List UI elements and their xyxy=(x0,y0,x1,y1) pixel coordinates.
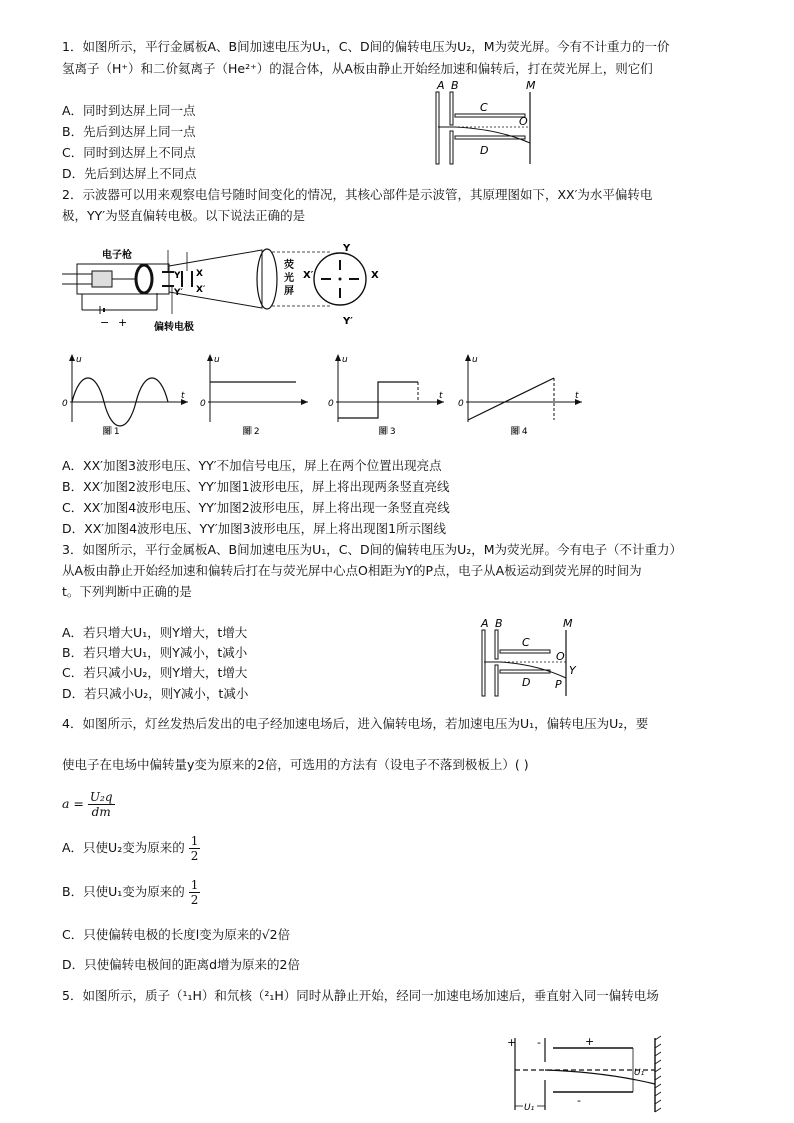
q2-anode xyxy=(136,265,152,293)
q1-plate-b-top xyxy=(450,92,453,125)
q4-option-a-den: 2 xyxy=(190,849,199,863)
q2-wave1-label: 图 1 xyxy=(102,427,120,437)
q1-stem-line2: 氢离子（H⁺）和二价氦离子（He²⁺）的混合体，从A板由静止开始经加速和偏转后，打在荧光屏上，则它们 xyxy=(62,61,653,76)
q2-plus-label: + xyxy=(118,316,128,329)
q1-stem-line1: 1．如图所示，平行金属板A、B间加速电压为U₁，C、D间的偏转电压为U₂，M为荧光屏。今有不计重力的一价 xyxy=(62,39,670,54)
q2-minus-label: − xyxy=(100,316,110,329)
q2-wave3-zero: 0 xyxy=(328,399,334,409)
q3-label-y: Y xyxy=(569,664,576,677)
q3-option-d: D．若只减小U₂，则Y减小，t减小 xyxy=(62,686,249,701)
q3-label-c: C xyxy=(522,636,530,649)
q1-option-b: B．先后到达屏上同一点 xyxy=(62,124,196,139)
q2-wave-4 xyxy=(456,352,586,442)
q4-formula-fraction xyxy=(88,790,115,819)
q3-label-m: M xyxy=(563,617,573,630)
q2-oscilloscope-figure xyxy=(62,238,392,338)
q3-plate-b-bottom xyxy=(495,665,498,696)
q2-plate-y-label: Y xyxy=(174,271,181,281)
q5-u2-label: U₁ xyxy=(634,1068,645,1078)
q1-plate-b-bottom xyxy=(450,131,453,164)
q4-option-c: C．只使偏转电极的长度l变为原来的√2倍 xyxy=(62,927,291,942)
q2-wave1-u: u xyxy=(76,355,82,365)
q4-option-b-text: B．只使U₁变为原来的 xyxy=(62,884,185,899)
q1-label-b: B xyxy=(451,79,459,92)
q5-stem-line1: 5．如图所示，质子（¹₁H）和氘核（²₁H）同时从静止开始，经同一加速电场加速后，垂直射入同一偏转电场 xyxy=(62,988,659,1003)
q1-label-d: D xyxy=(480,144,489,157)
q3-stem-line3: t。下列判断中正确的是 xyxy=(62,584,192,599)
q4-option-a xyxy=(62,834,200,863)
q4-option-d: D．只使偏转电极间的距离d增为原来的2倍 xyxy=(62,957,301,972)
q2-wave2-label: 图 2 xyxy=(242,427,260,437)
q4-formula-den: dm xyxy=(91,805,111,819)
q2-wave2-zero: 0 xyxy=(200,399,206,409)
q3-plate-a xyxy=(482,630,485,696)
q2-option-c: C．XX′加图4波形电压、YY′加图2波形电压，屏上将出现一条竖直亮线 xyxy=(62,500,450,515)
q2-wave-2 xyxy=(198,352,310,442)
q2-plate-x-label: X xyxy=(196,269,203,279)
q2-front-y: Y xyxy=(343,243,351,254)
q1-label-m: M xyxy=(526,79,536,92)
q4-option-b-num: 1 xyxy=(190,878,199,892)
q2-wave2-u: u xyxy=(214,355,220,365)
q1-label-c: C xyxy=(480,101,488,114)
q1-plate-c xyxy=(455,114,525,117)
q3-label-d: D xyxy=(522,676,531,689)
q4-option-b-fraction xyxy=(189,878,201,907)
q1-option-a: A．同时到达屏上同一点 xyxy=(62,103,196,118)
q1-label-a: A xyxy=(437,79,445,92)
q2-screen-label-1: 荧 xyxy=(284,260,294,271)
q2-wave1-zero: 0 xyxy=(62,399,68,409)
q3-figure xyxy=(474,616,594,702)
q2-stem-line1: 2．示波器可以用来观察电信号随时间变化的情况，其核心部件是示波管，其原理图如下，XX′为水平偏转电 xyxy=(62,187,653,202)
q3-label-p: P xyxy=(555,678,562,691)
q3-label-b: B xyxy=(495,617,503,630)
q1-trajectory xyxy=(438,127,530,143)
q5-minus-1: - xyxy=(537,1036,541,1049)
q2-wave4-u: u xyxy=(472,355,478,365)
q2-wave4-ramp xyxy=(468,378,554,420)
q2-screen-label-2: 光 xyxy=(284,273,294,284)
q3-option-c: C．若只减小U₂，则Y增大，t增大 xyxy=(62,665,248,680)
q2-wave4-t: t xyxy=(575,391,579,401)
q2-screen-label-3: 屏 xyxy=(284,286,294,297)
q5-minus-2: - xyxy=(577,1094,581,1107)
q4-option-b-den: 2 xyxy=(190,893,199,907)
q2-plates-label: 偏转电极 xyxy=(154,322,194,333)
q1-option-d: D．先后到达屏上不同点 xyxy=(62,166,197,181)
q2-plate-xp-label: X′ xyxy=(196,285,206,295)
q3-plate-c xyxy=(500,650,550,653)
q1-plate-a xyxy=(436,92,439,164)
q5-figure xyxy=(505,1032,665,1114)
q4-formula-lhs: a = xyxy=(62,796,84,811)
q1-figure xyxy=(428,78,558,170)
q3-plate-d xyxy=(500,670,550,673)
q2-wave3-label: 图 3 xyxy=(378,427,396,437)
q5-plus-1: + xyxy=(507,1036,517,1049)
q3-plate-b-top xyxy=(495,630,498,659)
q4-stem-line2: 使电子在电场中偏转量y变为原来的2倍，可选用的方法有（设电子不落到极板上）( ) xyxy=(62,757,529,772)
q2-wave1-t: t xyxy=(181,391,185,401)
q3-option-b: B．若只增大U₁，则Y减小，t减小 xyxy=(62,645,248,660)
q2-wave3-t: t xyxy=(439,391,443,401)
q4-stem-line1: 4．如图所示，灯丝发热后发出的电子经加速电场后，进入偏转电场，若加速电压为U₁，偏转电压为U₂，要 xyxy=(62,716,649,731)
q2-stem-line2: 极，YY′为竖直偏转电极。以下说法正确的是 xyxy=(62,208,306,223)
q4-option-a-fraction xyxy=(189,834,201,863)
q4-formula xyxy=(62,790,115,819)
q2-screen xyxy=(257,249,277,309)
q3-stem-line1: 3．如图所示，平行金属板A、B间加速电压为U₁，C、D间的偏转电压为U₂，M为荧光屏。今有电子（不计重力） xyxy=(62,542,683,557)
q4-option-a-text: A．只使U₂变为原来的 xyxy=(62,840,185,855)
q3-stem-line2: 从A板由静止开始经加速和偏转后打在与荧光屏中心点O相距为Y的P点，电子从A板运动到荧光屏的时间为 xyxy=(62,563,642,578)
q4-option-a-num: 1 xyxy=(190,834,199,848)
q3-option-a: A．若只增大U₁，则Y增大，t增大 xyxy=(62,625,248,640)
q3-label-o: O xyxy=(556,650,565,663)
q2-front-xp: X′ xyxy=(303,270,314,281)
q2-option-b: B．XX′加图2波形电压、YY′加图1波形电压，屏上将出现两条竖直亮线 xyxy=(62,479,450,494)
q2-wave3-u: u xyxy=(342,355,348,365)
q1-option-c: C．同时到达屏上不同点 xyxy=(62,145,196,160)
q2-front-x: X xyxy=(371,270,379,281)
q2-wave4-label: 图 4 xyxy=(510,427,528,437)
q2-wave-1 xyxy=(60,352,190,442)
q4-option-b xyxy=(62,878,200,907)
q1-label-o: O xyxy=(519,115,528,128)
q2-front-yp: Y′ xyxy=(343,316,353,327)
q2-option-d: D．XX′加图4波形电压、YY′加图3波形电压，屏上将出现图1所示图线 xyxy=(62,521,447,536)
q2-gun-label: 电子枪 xyxy=(102,250,132,261)
q4-formula-num: U₂q xyxy=(89,790,113,804)
q2-wave4-zero: 0 xyxy=(458,399,464,409)
q2-filament xyxy=(92,271,112,287)
q2-wave-3 xyxy=(326,352,448,442)
q2-option-a: A．XX′加图3波形电压、YY′不加信号电压，屏上在两个位置出现亮点 xyxy=(62,458,442,473)
q5-u1-label: U₁ xyxy=(524,1103,535,1113)
q5-plus-2: + xyxy=(585,1035,595,1048)
q3-label-a: A xyxy=(481,617,489,630)
q2-plate-yp-label: Y′ xyxy=(174,288,183,298)
